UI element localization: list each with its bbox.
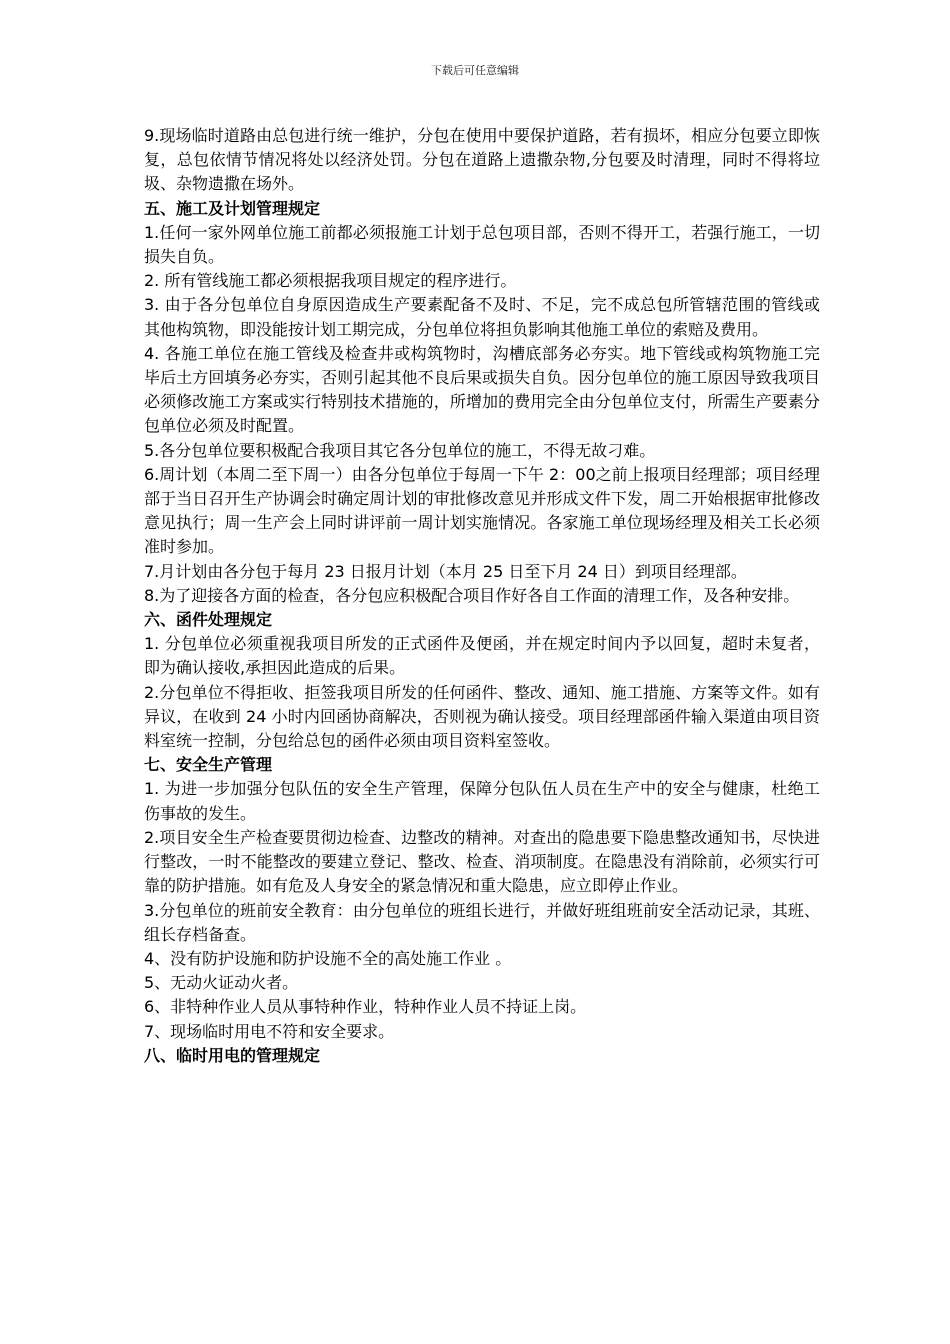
paragraph: 3. 由于各分包单位自身原因造成生产要素配备不及时、不足，完不成总包所管辖范围的管线或其他构筑物，即没能按计划工期完成，分包单位将担负影响其他施工单位的索赔及费用。 <box>144 295 820 339</box>
paragraph: 1. 分包单位必须重视我项目所发的正式函件及便函，并在规定时间内予以回复，超时未复者，即为确认接收,承担因此造成的后果。 <box>144 634 820 678</box>
paragraph: 3.分包单位的班前安全教育：由分包单位的班组长进行，并做好班组班前安全活动记录，其班、组长存档备查。 <box>144 900 820 944</box>
paragraph: 7.月计划由各分包于每月 23 日报月计划（本月 25 日至下月 24 日）到项目经理部。 <box>144 561 747 581</box>
paragraph: 4、没有防护设施和防护设施不全的高处施工作业 。 <box>144 948 512 968</box>
document-body <box>144 124 820 1068</box>
paragraph: 6、非特种作业人员从事特种作业，特种作业人员不持证上岗。 <box>144 997 587 1017</box>
paragraph: 2.分包单位不得拒收、拒签我项目所发的任何函件、整改、通知、施工措施、方案等文件。如有异议，在收到 24 小时内回函协商解决，否则视为确认接受。项目经理部函件输入渠道由项目资料室统一控制，分包给总包的函件必须由项目资料室签收。 <box>144 682 820 751</box>
paragraph: 2.项目安全生产检查要贯彻边检查、边整改的精神。对查出的隐患要下隐患整改通知书，尽快进行整改，一时不能整改的要建立登记、整改、检查、消项制度。在隐患没有消除前，必须实行可靠的防护措施。如有危及人身安全的紧急情况和重大隐患，应立即停止作业。 <box>144 827 820 896</box>
section-heading: 七、安全生产管理 <box>144 755 273 775</box>
paragraph: 5、无动火证动火者。 <box>144 973 299 993</box>
paragraph: 2. 所有管线施工都必须根据我项目规定的程序进行。 <box>144 271 517 291</box>
page-header: 下载后可任意编辑 <box>431 64 519 77</box>
paragraph: 9.现场临时道路由总包进行统一维护，分包在使用中要保护道路，若有损坏，相应分包要立即恢复，总包依情节情况将处以经济处罚。分包在道路上遗撒杂物,分包要及时清理，同时不得将垃圾、杂物遗撒在场外。 <box>144 126 820 194</box>
section-heading: 六、函件处理规定 <box>144 610 273 630</box>
paragraph: 1. 为进一步加强分包队伍的安全生产管理，保障分包队伍人员在生产中的安全与健康，杜绝工伤事故的发生。 <box>144 779 820 823</box>
paragraph: 7、现场临时用电不符和安全要求。 <box>144 1021 395 1041</box>
section-heading: 五、施工及计划管理规定 <box>144 198 321 218</box>
section-heading: 八、临时用电的管理规定 <box>144 1045 321 1065</box>
paragraph: 4. 各施工单位在施工管线及检查井或构筑物时，沟槽底部务必夯实。地下管线或构筑物施工完毕后土方回填务必夯实，否则引起其他不良后果或损失自负。因分包单位的施工原因导致我项目必须修改施工方案或实行特别技术措施的，所增加的费用完全由分包单位支付，所需生产要素分包单位必须及时配置。 <box>144 343 820 436</box>
paragraph: 5.各分包单位要积极配合我项目其它各分包单位的施工，不得无故刁难。 <box>144 440 656 460</box>
paragraph: 8.为了迎接各方面的检查，各分包应积极配合项目作好各自工作面的清理工作，及各种安排。 <box>144 585 800 605</box>
paragraph: 1.任何一家外网单位施工前都必须报施工计划于总包项目部，否则不得开工，若强行施工，一切损失自负。 <box>144 222 820 267</box>
paragraph: 6.周计划（本周二至下周一）由各分包单位于每周一下午 2：00之前上报项目经理部；项目经理部于当日召开生产协调会时确定周计划的审批修改意见并形成文件下发，周二开始根据审批修改意见执行；周一生产会上同时讲评前一周计划实施情况。各家施工单位现场经理及相关工长必须准时参加。 <box>144 464 820 557</box>
